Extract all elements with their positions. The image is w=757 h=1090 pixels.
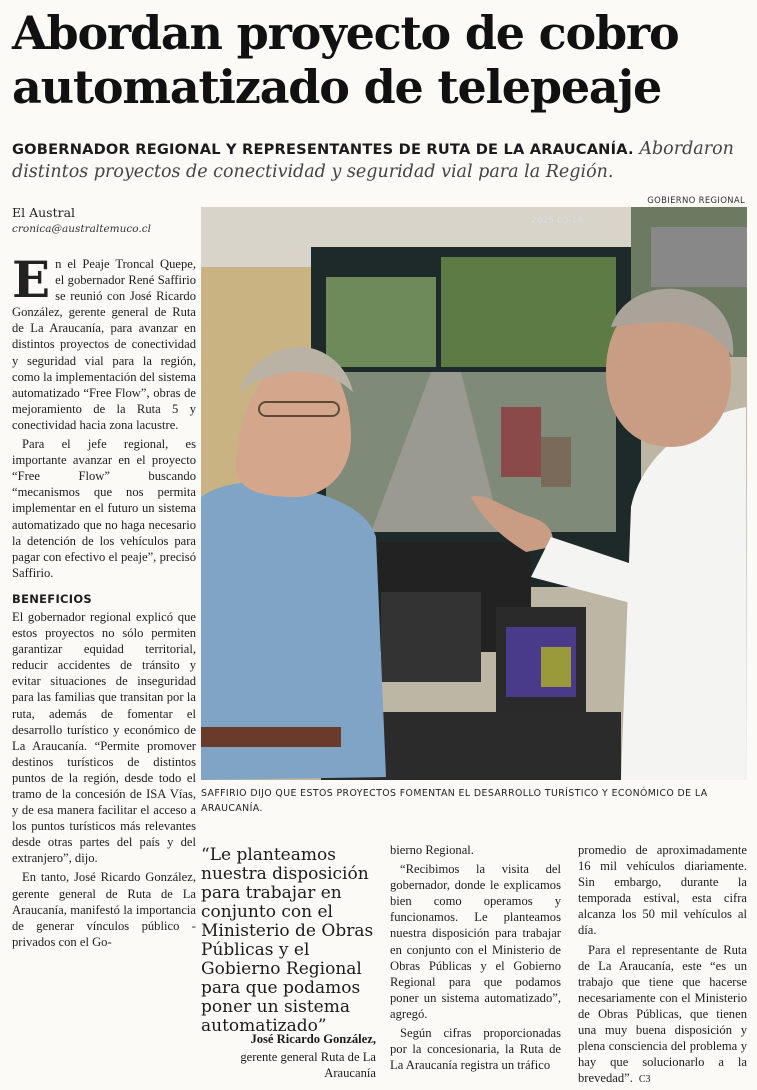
body-column-3 bbox=[390, 842, 561, 1076]
photo-credit: GOBIERNO REGIONAL bbox=[647, 196, 745, 206]
deck-rest: Abordaron distintos proyectos de conectividad y seguridad vial para la Región. bbox=[12, 139, 734, 182]
paragraph: En tanto, José Ricardo González, gerente general de Ruta de La Araucanía, manifestó la importancia de generar vínculos público - privados con el Go- bbox=[12, 870, 196, 949]
headline: Abordan proyecto de cobro automatizado de telepeaje bbox=[12, 6, 679, 114]
paragraph: Para el jefe regional, es importante avanzar en el proyecto “Free Flow” buscando “mecanismos que nos permita implementar en el futuro un sistema automatizado que no haga necesario la detención de los vehículos para pagar con efectivo el peaje”, precisó Saffirio. bbox=[12, 437, 196, 580]
photo-caption: SAFFIRIO DIJO QUE ESTOS PROYECTOS FOMENTAN EL DESARROLLO TURÍSTICO Y ECONÓMICO DE LA ARAUCANÍA. bbox=[201, 788, 708, 814]
paragraph: bierno Regional. bbox=[390, 843, 474, 857]
quote-author: José Ricardo González, bbox=[250, 1032, 376, 1046]
paragraph-text: Para el representante de Ruta de La Araucanía, este “es un trabajo que tiene que hacerse necesariamente con el Ministerio de Obras Públicas, que tienen una muy buena disposición y plena consciencia del problema y hay que solucionarlo a la brevedad”. bbox=[578, 942, 747, 1086]
paragraph: El gobernador regional explicó que estos proyectos no sólo permiten garantizar equidad territorial, reducir accidentes de tránsito y evitar situaciones de inseguridad para las familias que transitan por la ruta, además de fomentar el desarrollo turístico y económico de La Araucanía. “Permite promover destinos turísticos de distintos puntos de la región, desde todo el tramo de la concesión de ISA Vías, y de esa manera facilitar el acceso a los puntos turísticos más relevantes desde otras partes del país y del extranjero”, dijo. bbox=[12, 609, 196, 866]
byline-name: El Austral bbox=[12, 205, 76, 220]
screen-timestamp: 2025-03-16 bbox=[531, 216, 584, 226]
paragraph: Según cifras proporcionadas por la concesionaria, la Ruta de La Araucanía registra un tráfico bbox=[390, 1026, 561, 1073]
quote-role: gerente general Ruta de La Araucanía bbox=[240, 1050, 376, 1080]
end-mark: C3 bbox=[638, 1074, 651, 1086]
paragraph: “Recibimos la visita del gobernador, donde le explicamos bien como operamos y funcionamos. Le planteamos nuestra disposición para trabajar en conjunto con el Ministerio de Obras Públicas y el Gobierno Regional para que podamos poner un sistema automatizado”, agregó. bbox=[390, 862, 561, 1021]
body-column-4 bbox=[578, 842, 747, 1090]
paragraph: promedio de aproximadamente 16 mil vehículos diariamente. Sin embargo, durante la temporada estival, esta cifra alcanza los 50 mil vehículos al día. bbox=[578, 843, 747, 938]
byline-email: cronica@australtemuco.cl bbox=[12, 223, 151, 235]
pull-quote: “Le planteamos nuestra disposición para trabajar en conjunto con el Ministerio de Obras Públicas y el Gobierno Regional para que podamos poner un sistema automatizado” bbox=[201, 845, 374, 1036]
paragraph-text: n el Peaje Troncal Quepe, el gobernador René Saffirio se reunió con José Ricardo González, gerente general de Ruta de La Araucanía, para avanzar en distintos proyectos de conectividad y seguridad vial para la región, como la implementación del sistema automatizado “Free Flow”, obras de mejoramiento de la Ruta 5 y conectividad hacia zona lacustre. bbox=[12, 257, 196, 432]
deck-lead: GOBERNADOR REGIONAL Y REPRESENTANTES DE RUTA DE LA ARAUCANÍA. bbox=[12, 141, 634, 158]
paragraph bbox=[578, 942, 747, 1089]
subhead: BENEFICIOS bbox=[12, 591, 93, 606]
drop-cap: E bbox=[12, 250, 51, 309]
photo-illustration bbox=[201, 207, 747, 780]
deck bbox=[12, 138, 747, 184]
body-column-1 bbox=[12, 250, 196, 953]
article-photo bbox=[201, 207, 747, 780]
paragraph bbox=[12, 250, 196, 433]
